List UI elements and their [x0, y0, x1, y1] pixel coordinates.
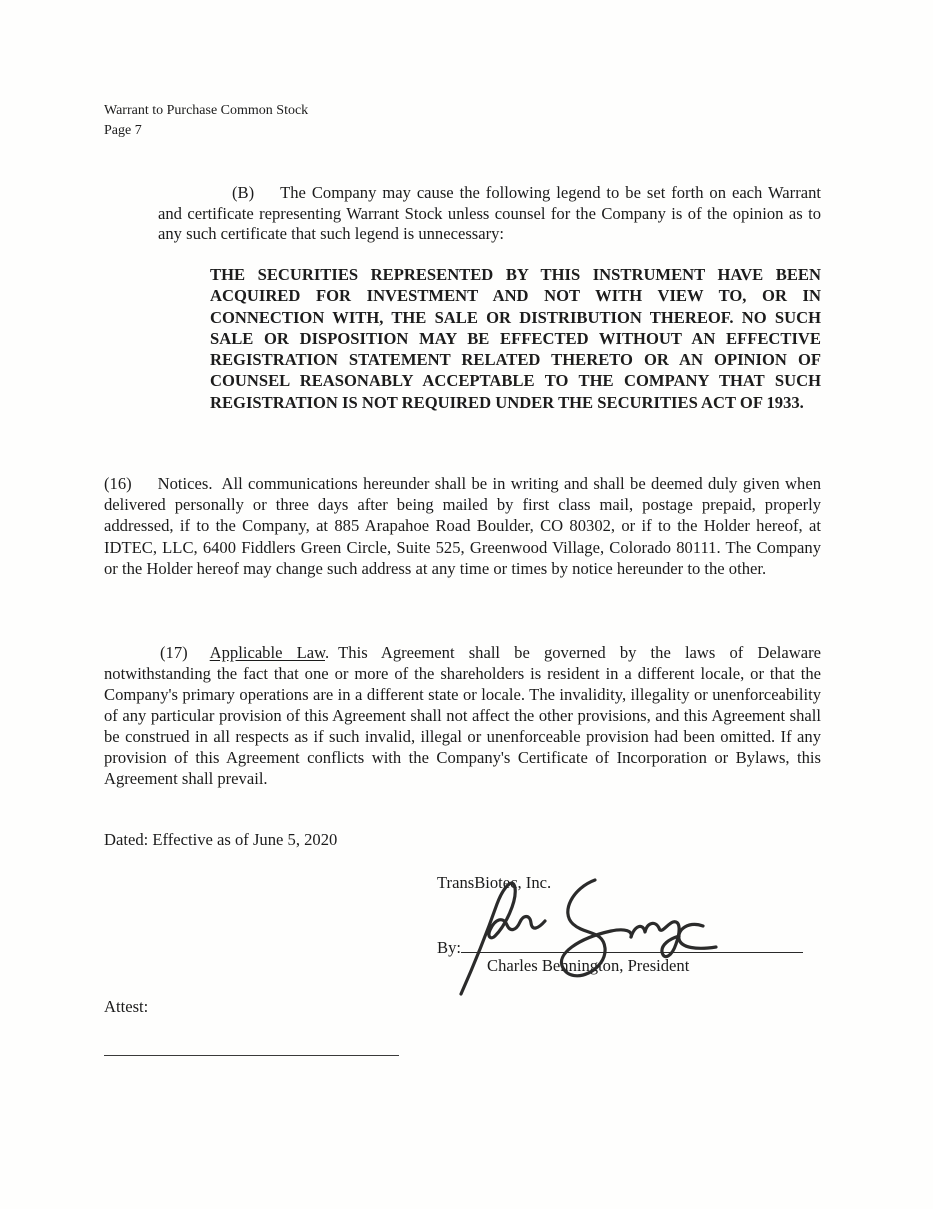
- paragraph-b-text: The Company may cause the following legend to be set forth on each Warrant and certificate representing Warrant Stock unless counsel for the Company is of the opinion as to any such certificate that such legend is unnecessary:: [158, 183, 821, 244]
- paragraph-17-heading: Applicable Law: [209, 643, 325, 662]
- document-title: Warrant to Purchase Common Stock: [104, 103, 309, 118]
- by-signature-row: [437, 936, 803, 958]
- document-header: [104, 101, 308, 140]
- paragraph-17-label: (17): [160, 643, 188, 662]
- paragraph-b-label: (B): [232, 183, 255, 202]
- signer-name-title: Charles Bennington, President: [487, 956, 690, 975]
- attest-blank-line: [104, 1055, 399, 1056]
- paragraph-17-applicable-law: [104, 642, 821, 789]
- signature-line: [461, 936, 803, 953]
- paragraph-17-text: This Agreement shall be governed by the laws of Delaware notwithstanding the fact that one or more of the shareholders is resident in a different locale, or that the Company's primary operations are in a different state or locale. The invalidity, illegality or unenforceability of any particular provision of this Agreement shall not affect the other provisions, and this Agreement shall be construed in all respects as if such invalid, illegal or unenforceable provision had been omitted. If any provision of this Agreement conflicts with the Company's Certificate of Incorporation or Bylaws, this Agreement shall prevail.: [104, 643, 821, 788]
- securities-legend-block: THE SECURITIES REPRESENTED BY THIS INSTRUMENT HAVE BEEN ACQUIRED FOR INVESTMENT AND NOT WITH VIEW TO, OR IN CONNECTION WITH, THE SALE OR DISTRIBUTION THEREOF. NO SUCH SALE OR DISPOSITION MAY BE EFFECTED WITHOUT AN EFFECTIVE REGISTRATION STATEMENT RELATED THERETO OR AN OPINION OF COUNSEL REASONABLY ACCEPTABLE TO THE COMPANY THAT SUCH REGISTRATION IS NOT REQUIRED UNDER THE SECURITIES ACT OF 1933.: [210, 265, 821, 412]
- signature-company-name: TransBiotec, Inc.: [437, 873, 552, 892]
- paragraph-b: [158, 183, 821, 245]
- paragraph-16-heading: Notices.: [157, 474, 213, 493]
- paragraph-16-label: (16): [104, 474, 132, 493]
- by-label: By:: [437, 938, 461, 957]
- attest-label: Attest:: [104, 997, 149, 1016]
- paragraph-17-heading-period: .: [325, 643, 330, 662]
- paragraph-16-text: All communications hereunder shall be in writing and shall be deemed duly given when delivered personally or three days after being mailed by first class mail, postage prepaid, properly addressed, if to the Company, at 885 Arapahoe Road Boulder, CO 80302, or if to the Holder hereof, at IDTEC, LLC, 6400 Fiddlers Green Circle, Suite 525, Greenwood Village, Colorado 80111. The Company or the Holder hereof may change such address at any time or times by notice hereunder to the other.: [104, 474, 821, 578]
- dated-effective-line: Dated: Effective as of June 5, 2020: [104, 830, 338, 849]
- paragraph-16-notices: [104, 473, 821, 579]
- page-number: Page 7: [104, 122, 142, 138]
